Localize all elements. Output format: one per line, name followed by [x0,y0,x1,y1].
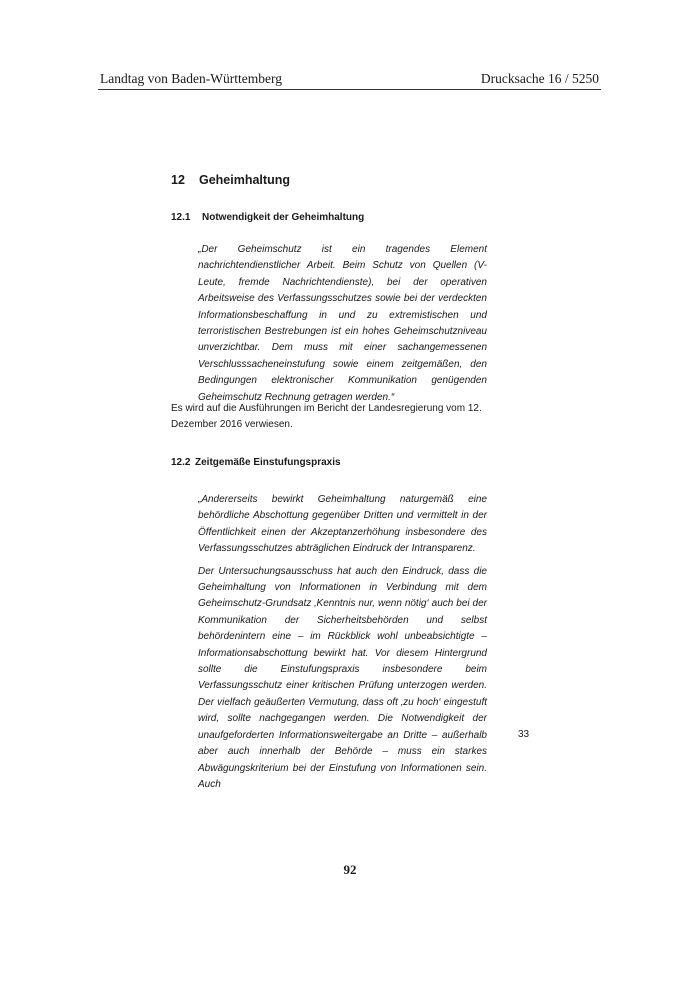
quote-block-2 [198,492,487,793]
subsection-title-2: Zeitgemäße Einstufungspraxis [195,457,341,468]
quote-paragraph-2: Der Untersuchungsausschuss hat auch den Eindruck, dass die Geheimhaltung von Informationen in Verbindung mit dem Geheimschutz-Grundsatz ‚Kenntnis nur, wenn nötig‘ auch bei der Kommunikation der Sicherheitsbehörden und selbst behördenintern eine – im Rückblick wohl unbeabsichtigte – Informationsabschottung bewirkt hat. Vor diesem Hintergrund sollte die Einstufungspraxis insbesondere beim Verfassungsschutz einer kritischen Prüfung unterzogen werden. Der vielfach geäußerten Vermutung, dass oft ‚zu hoch‘ eingestuft wird, sollte nachgegangen werden. Die Notwendigkeit der unaufgeforderten Informationsweitergabe an Dritte – außerhalb aber auch innerhalb der Behörde – muss ein starkes Abwägungskriterium bei der Einstufung von Informationen sein. Auch [198,565,487,790]
section-heading [171,173,290,187]
header-parliament-name: Landtag von Baden-Württemberg [100,71,282,86]
subsection-number-1: 12.1 [171,212,191,223]
quote-block-1 [198,242,487,406]
subsection-title-1: Notwendigkeit der Geheimhaltung [202,212,365,223]
body-paragraph: Es wird auf die Ausführungen im Bericht der Landesregierung vom 12. Dezember 2016 verwiesen. [171,403,482,431]
header-document-number: Drucksache 16 / 5250 [480,71,599,86]
quote-paragraph-1: „Andererseits bewirkt Geheimhaltung naturgemäß eine behördliche Abschottung gegenüber Dritten und vermittelt in der Öffentlichkeit einen der Akzeptanzerhöhung insbesondere des Verfassungsschutzes abträglichen Eindruck der Intransparenz. [198,494,487,555]
subsection-heading-2 [171,457,341,468]
subsection-number-2: 12.2 [171,457,191,468]
quote-paragraph: „Der Geheimschutz ist ein tragendes Element nachrichtendienstlicher Arbeit. Beim Schutz von Quellen (V-Leute, fremde Nachrichtendienste), bei der operativen Arbeitsweise des Verfassungsschutzes sowie bei der verdeckten Informationsbeschaffung in und zu extremistischen und terroristischen Bestrebungen ist ein hohes Geheimschutzniveau unverzichtbar. Dem muss mit einer sachangemessenen Verschlusssacheneinstufung sowie einem zeitgemäßen, den Bedingungen elektronischer Kommunikation genügenden Geheimschutz Rechnung getragen werden.“ [198,244,487,403]
page-number: 92 [343,862,357,877]
running-header [98,69,601,90]
section-title: Geheimhaltung [199,173,290,187]
subsection-heading-1 [171,212,364,223]
section-number: 12 [171,173,185,187]
inner-page-number: 33 [518,729,530,740]
